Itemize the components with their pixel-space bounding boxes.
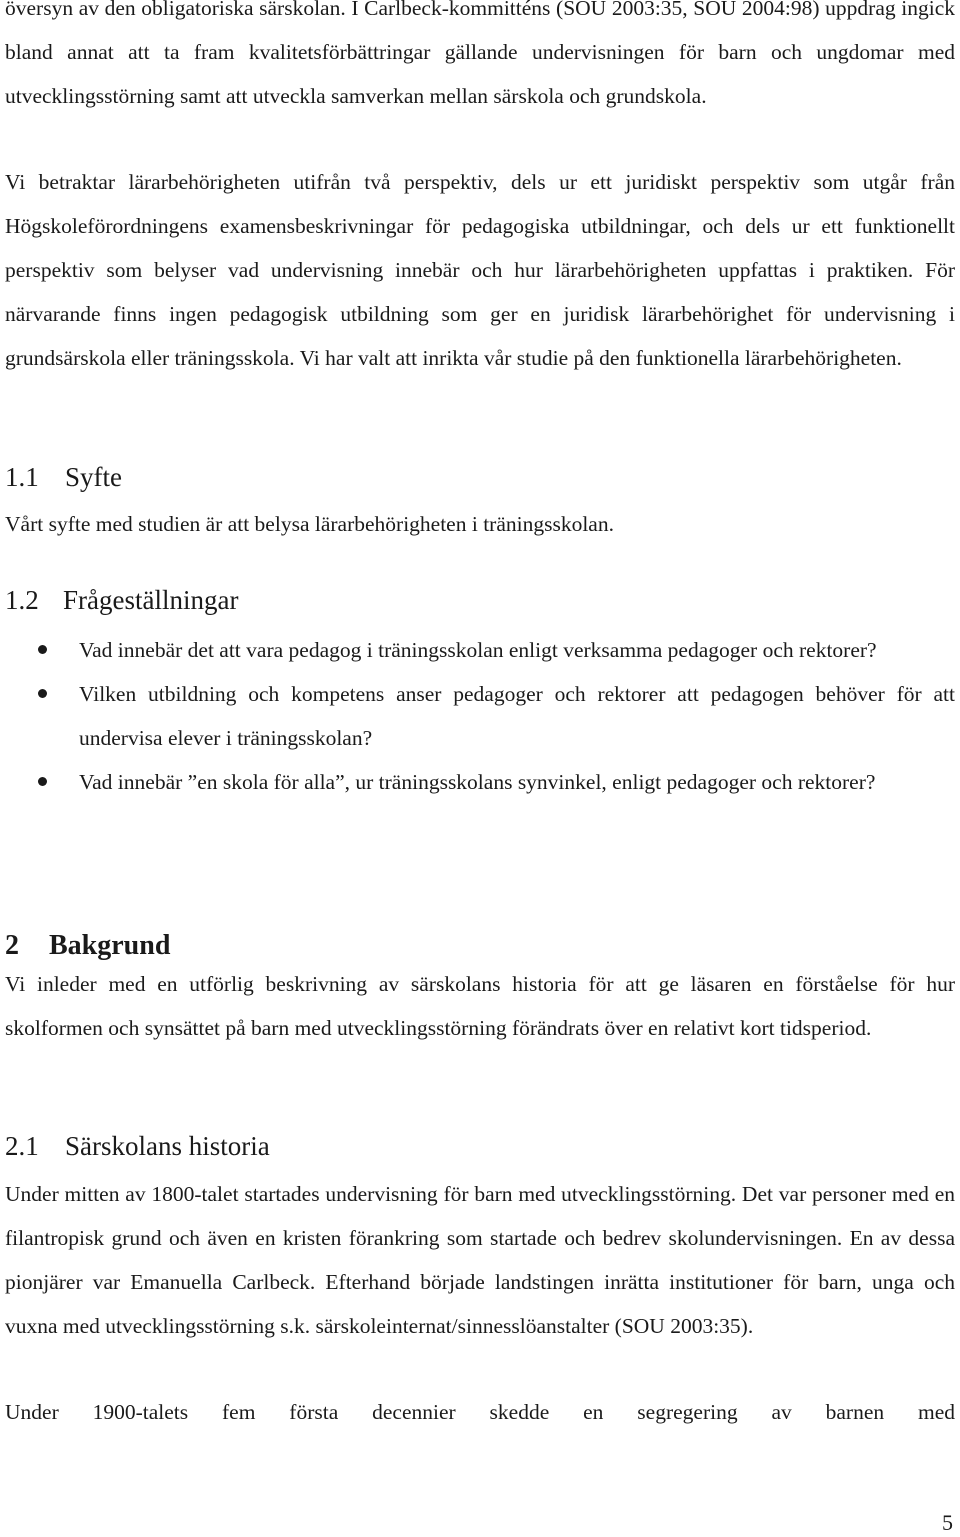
section-heading-fragestallningar	[5, 582, 238, 618]
list-item-text: Vad innebär ”en skola för alla”, ur träningsskolans synvinkel, enligt pedagoger och rektorer?	[79, 770, 876, 794]
list-item	[0, 760, 955, 804]
perspective-paragraph: Vi betraktar lärarbehörigheten utifrån två perspektiv, dels ur ett juridiskt perspektiv som utgår från Högskoleförordningens examensbeskrivningar för pedagogiska utbildningar, och dels ur ett funktionellt perspektiv som belyser vad undervisning innebär och hur lärarbehörigheten uppfattas i praktiken. För närvarande finns ingen pedagogisk utbildning som ger en juridisk lärarbehörighet för undervisning i grundsärskola eller träningsskola. Vi har valt att inrikta vår studie på den funktionella lärarbehörigheten.	[5, 170, 955, 370]
bullet-icon	[38, 777, 47, 786]
section-title: Särskolans historia	[65, 1131, 270, 1161]
page-number: 5	[942, 1510, 953, 1535]
bullet-icon	[38, 645, 47, 654]
bakgrund-paragraph: Vi inleder med en utförlig beskrivning av särskolans historia för att ge läsaren en förståelse för hur skolformen och synsättet på barn med utvecklingsstörning förändrats över en relativt kort tidsperiod.	[5, 972, 955, 1040]
section-title: Frågeställningar	[63, 585, 239, 615]
section-title: Bakgrund	[49, 930, 171, 961]
section-heading-historia	[5, 1128, 270, 1164]
section-title: Syfte	[65, 462, 122, 492]
intro-paragraph: översyn av den obligatoriska särskolan. I Carlbeck-kommitténs (SOU 2003:35, SOU 2004:98) uppdrag ingick bland annat att ta fram kvalitetsförbättringar gällande undervisningen för barn och ungdomar med utvecklingsstörning samt att utveckla samverkan mellan särskola och grundskola.	[5, 0, 955, 108]
list-item-text: Vilken utbildning och kompetens anser pedagoger och rektorer att pedagogen behöver för att undervisa elever i träningsskolan?	[79, 682, 955, 750]
section-heading-bakgrund	[5, 928, 170, 964]
list-item	[0, 628, 955, 672]
historia-paragraph-2: Under 1900-talets fem första decennier skedde en segregering av barnen med	[5, 1400, 955, 1424]
list-item	[0, 672, 955, 760]
section-number: 1.2	[5, 585, 39, 615]
bullet-icon	[38, 689, 47, 698]
list-item-text: Vad innebär det att vara pedagog i träningsskolan enligt verksamma pedagoger och rektorer?	[79, 638, 877, 662]
section-number: 2	[5, 930, 19, 961]
syfte-paragraph: Vårt syfte med studien är att belysa lärarbehörigheten i träningsskolan.	[5, 512, 614, 536]
question-list	[0, 628, 960, 804]
section-number: 2.1	[5, 1131, 39, 1161]
section-number: 1.1	[5, 462, 39, 492]
historia-paragraph-1: Under mitten av 1800-talet startades undervisning för barn med utvecklingsstörning. Det var personer med en filantropisk grund och även en kristen förankring som startade och bedrev skolundervisningen. En av dessa pionjärer var Emanuella Carlbeck. Efterhand började landstingen inrätta institutioner för barn, unga och vuxna med utvecklingsstörning s.k. särskoleinternat/sinnesslöanstalter (SOU 2003:35).	[5, 1182, 955, 1338]
section-heading-syfte	[5, 459, 122, 495]
